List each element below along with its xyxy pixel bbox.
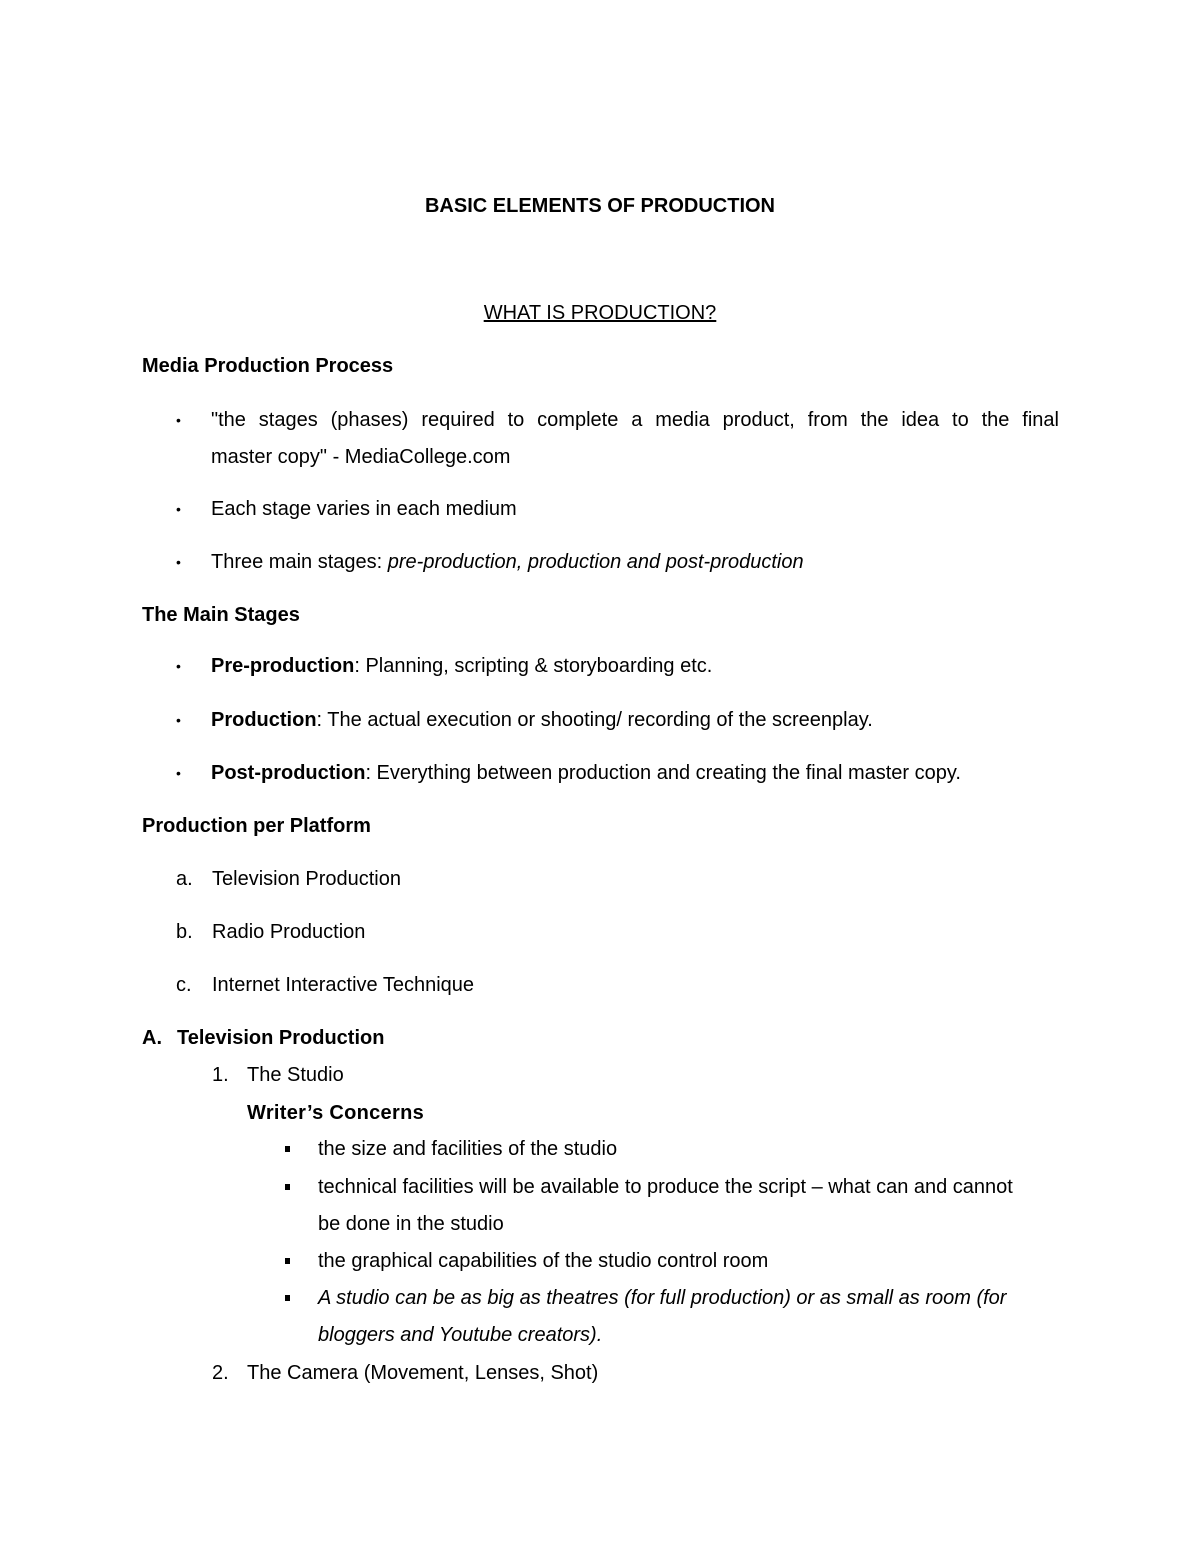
square-bullet-icon	[285, 1146, 290, 1152]
concern-text-italic: A studio can be as big as theatres (for full production) or as small as room (for	[318, 1287, 1007, 1309]
bullet-prefix: Three main stages:	[211, 551, 388, 573]
list-item: Internet Interactive Technique	[212, 974, 475, 996]
document-subtitle: WHAT IS PRODUCTION?	[483, 302, 717, 324]
section-marker: A.	[142, 1027, 162, 1049]
bullet-text	[211, 552, 804, 572]
bullet-definition: : The actual execution or shooting/ recording of the screenplay.	[316, 709, 873, 731]
bullet-italic: pre-production, production and post-production	[387, 551, 804, 573]
square-bullet-icon	[285, 1184, 290, 1190]
bullet-term: Post-production	[211, 762, 366, 784]
bullet-icon: •	[176, 501, 181, 517]
subheading-writers-concerns: Writer’s Concerns	[247, 1102, 425, 1124]
concern-text: be done in the studio	[318, 1213, 504, 1235]
bullet-icon: •	[176, 554, 181, 570]
bullet-term: Production	[211, 709, 317, 731]
bullet-text: Each stage varies in each medium	[211, 498, 517, 520]
square-bullet-icon	[285, 1295, 290, 1301]
list-marker: a.	[176, 868, 193, 890]
section-heading-media-production-process: Media Production Process	[142, 355, 394, 377]
list-marker: 1.	[212, 1064, 229, 1086]
bullet-text	[211, 656, 712, 676]
list-marker: b.	[176, 921, 193, 943]
list-item: Radio Production	[212, 921, 366, 943]
bullet-text-line: "the stages (phases) required to complete a media product, from the idea to the final	[211, 409, 1059, 431]
bullet-term: Pre-production	[211, 655, 355, 677]
bullet-icon: •	[176, 765, 181, 781]
list-marker: 2.	[212, 1362, 229, 1384]
list-marker: c.	[176, 974, 192, 996]
bullet-icon: •	[176, 658, 181, 674]
bullet-icon: •	[176, 712, 181, 728]
concern-text-italic: bloggers and Youtube creators).	[318, 1324, 603, 1346]
concern-text: the graphical capabilities of the studio control room	[318, 1250, 769, 1272]
section-heading-production-per-platform: Production per Platform	[142, 815, 371, 837]
bullet-icon: •	[176, 412, 181, 428]
square-bullet-icon	[285, 1258, 290, 1264]
bullet-text-line: master copy" - MediaCollege.com	[211, 446, 511, 468]
section-heading-main-stages: The Main Stages	[142, 604, 300, 626]
bullet-definition: : Everything between production and creating the final master copy.	[365, 762, 961, 784]
bullet-text	[211, 763, 961, 783]
list-item: Television Production	[212, 868, 401, 890]
list-item-studio: The Studio	[247, 1064, 344, 1086]
section-heading-television-production: Television Production	[177, 1027, 385, 1049]
concern-text: technical facilities will be available to produce the script – what can and cannot	[318, 1176, 1013, 1198]
list-item-camera: The Camera (Movement, Lenses, Shot)	[247, 1362, 599, 1384]
concern-text: the size and facilities of the studio	[318, 1138, 618, 1160]
bullet-definition: : Planning, scripting & storyboarding etc.	[354, 655, 713, 677]
document-title: BASIC ELEMENTS OF PRODUCTION	[424, 195, 775, 217]
bullet-text	[211, 710, 873, 730]
